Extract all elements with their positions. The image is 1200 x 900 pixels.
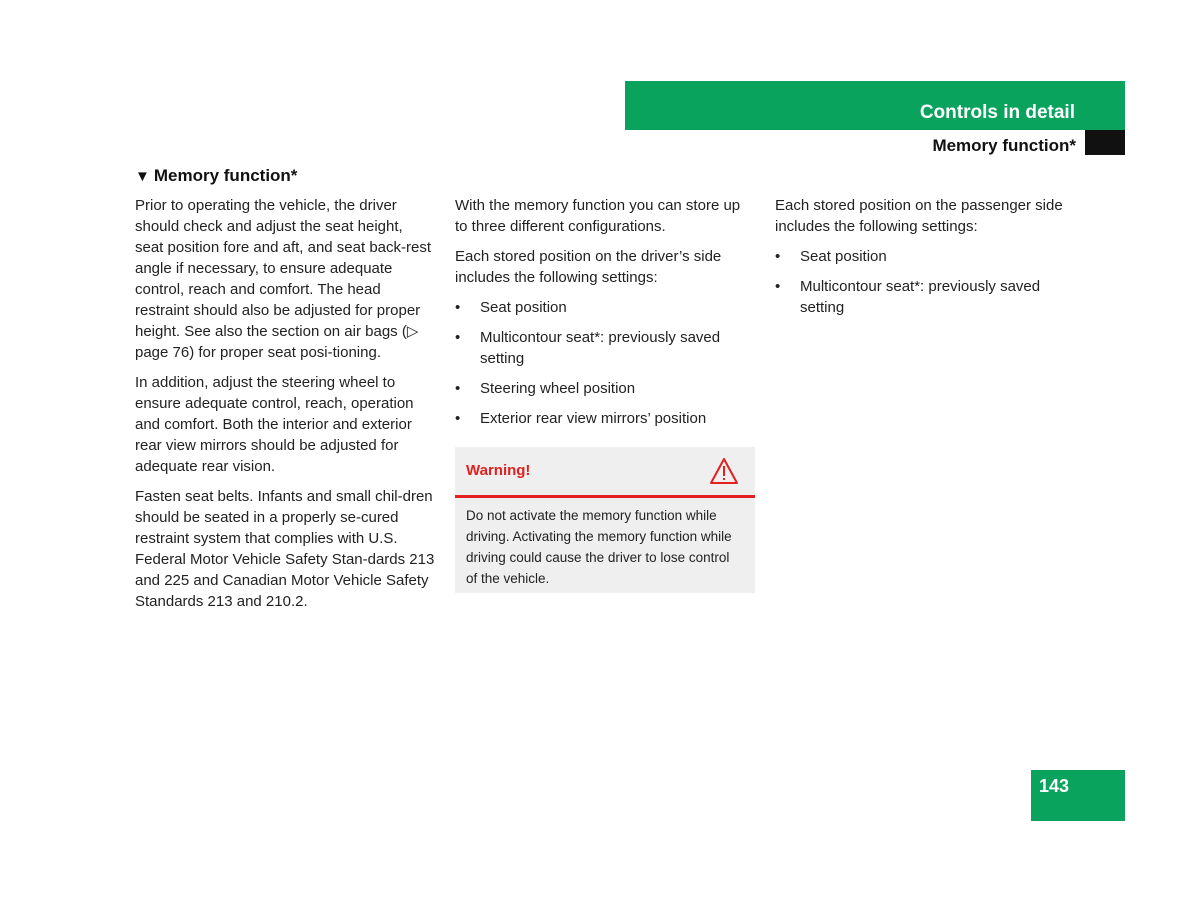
column-middle [455,195,755,438]
warning-text: Do not activate the memory function while driving. Activating the memory function while driving could cause the driver to lose control of the vehicle. [466,508,732,586]
list-item [455,378,755,399]
header-title: Controls in detail [919,102,1075,123]
list-item [455,297,755,318]
warning-triangle-icon [709,457,739,485]
bullet-icon: • [455,410,461,427]
list-item-text: Exterior rear view mirrors’ position [480,410,707,427]
header-bar [625,81,1125,130]
page-number-box [1031,770,1125,821]
list-item-text: Multicontour seat*: previously saved setting [480,329,721,367]
list-item-text: Multicontour seat*: previously saved setting [800,278,1041,316]
bullet-icon: • [455,329,461,346]
triangle-down-icon: ▼ [135,168,150,185]
settings-list [775,246,1075,318]
section-heading-text: Memory function* [153,166,298,185]
list-item-text: Seat position [800,248,887,265]
paragraph: Fasten seat belts. Infants and small chil-dren should be seated in a properly se-cured restraint system that complies with U.S. Federal Motor Vehicle Safety Stan-dards 213 and 225 and Canadian Motor Vehicle Safety Standards 213 and 210.2. [135,488,435,610]
warning-title: Warning! [466,462,531,479]
column-left [135,195,435,621]
list-item-text: Seat position [480,299,567,316]
section-heading [135,166,297,187]
settings-list [455,297,755,429]
paragraph: Each stored position on the driver’s side includes the following settings: [455,248,722,286]
paragraph: Prior to operating the vehicle, the driver should check and adjust the seat height, seat position fore and aft, and seat back-rest angle if necessary, to ensure adequate control, reach and comfort. The head restraint should also be adjusted for proper height. See also the section on air bags (▷ page 76) for proper seat posi-tioning. [135,197,432,361]
page-number: 143 [1039,776,1070,796]
list-item [775,276,1075,318]
bullet-icon: • [775,278,781,295]
list-item-text: Steering wheel position [480,380,636,397]
bullet-icon: • [775,248,781,265]
paragraph: Each stored position on the passenger side includes the following settings: [775,197,1063,235]
bullet-icon: • [455,380,461,397]
paragraph: With the memory function you can store up to three different configurations. [455,197,741,235]
section-marker [1085,130,1125,155]
bullet-icon: • [455,299,461,316]
header-subtitle: Memory function* [932,136,1076,155]
list-item [775,246,1075,267]
warning-header [455,447,755,498]
warning-box [455,447,755,593]
list-item [455,327,755,369]
paragraph: In addition, adjust the steering wheel to ensure adequate control, reach, operation and comfort. Both the interior and exterior rear view mirrors should be adjusted for adequate rear vision. [135,374,414,475]
list-item [455,408,755,429]
column-right [775,195,1075,327]
